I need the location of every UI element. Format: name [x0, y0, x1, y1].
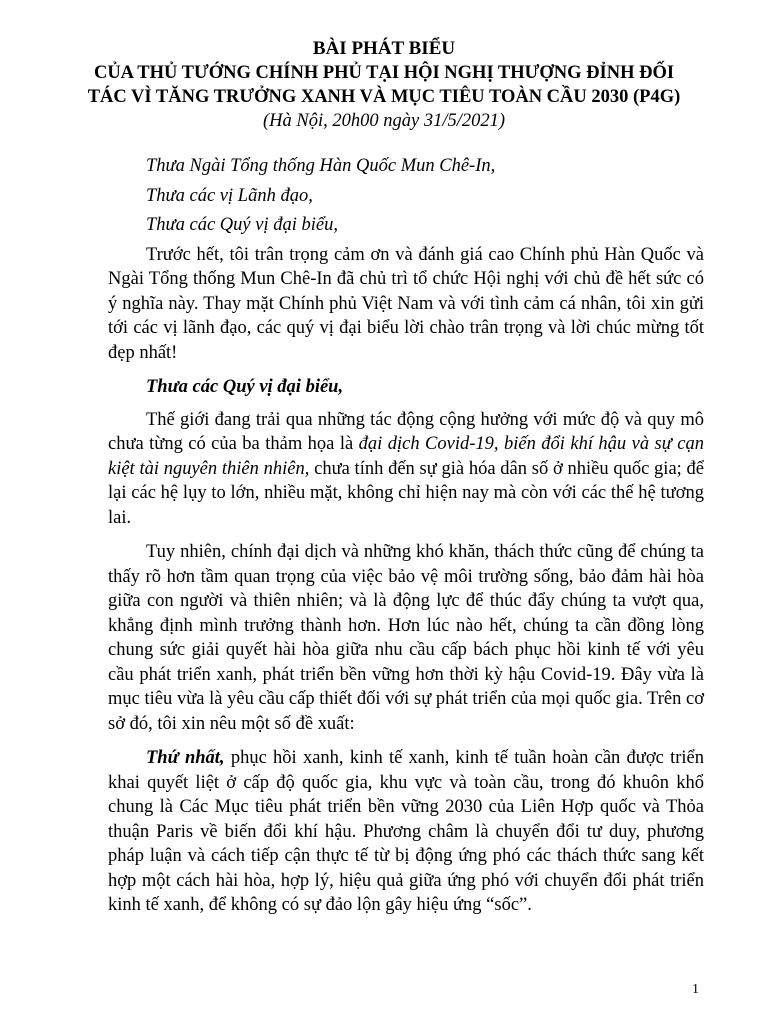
paragraph-world-challenges-text-1: Thế giới đang trải qua những tác động cộng hưởng với mức độ và quy mô chưa từng có của ba thảm họa là [108, 409, 704, 454]
paragraph-world-challenges [108, 408, 704, 531]
paragraph-world-challenges-text-2: , chưa tính đến sự già hóa dân số ở nhiều quốc gia; để lại các hệ lụy to lớn, nhiều mặt, không chỉ hiện nay mà còn với các thế hệ tương lai. [108, 458, 704, 528]
salutation-president: Thưa Ngài Tổng thống Hàn Quốc Mun Chê-In, [146, 156, 496, 176]
speech-subtitle-line-2: TÁC VÌ TĂNG TRƯỞNG XANH VÀ MỤC TIÊU TOÀN CẦU 2030 (P4G) [87, 87, 681, 107]
speech-subtitle-line-1: CỦA THỦ TƯỚNG CHÍNH PHỦ TẠI HỘI NGHỊ THƯỢNG ĐỈNH ĐỐI [93, 63, 675, 83]
salutation-delegates-bold: Thưa các Quý vị đại biểu, [146, 377, 344, 397]
paragraph-first-proposal [108, 746, 704, 918]
page-number: 1 [692, 982, 699, 997]
speech-dateline: (Hà Nội, 20h00 ngày 31/5/2021) [262, 111, 506, 131]
paragraph-pandemic-lessons: Tuy nhiên, chính đại dịch và những khó khăn, thách thức cũng để chúng ta thấy rõ hơn tầm quan trọng của việc bảo vệ môi trường sống, bảo đảm hài hòa giữa con người và thiên nhiên; và là động lực để thúc đẩy chúng ta vượt qua, khẳng định mình trưởng thành hơn. Hơn lúc nào hết, chúng ta cần đồng lòng chung sức giải quyết hài hòa giữa nhu cầu cấp bách phục hồi kinh tế với yêu cầu phát triển xanh, phát triển bền vững hơn thời kỳ hậu Covid-19. Đây vừa là mục tiêu vừa là yêu cầu cấp thiết đối với sự phát triển của mọi quốc gia. Trên cơ sở đó, tôi xin nêu một số đề xuất: [108, 542, 704, 734]
salutation-delegates: Thưa các Quý vị đại biểu, [146, 215, 338, 235]
salutation-leaders: Thưa các vị Lãnh đạo, [146, 185, 313, 206]
paragraph-thanks: Trước hết, tôi trân trọng cảm ơn và đánh giá cao Chính phủ Hàn Quốc và Ngài Tổng thống Mun Chê-In đã chủ trì tổ chức Hội nghị với chủ đề hết sức có ý nghĩa này. Thay mặt Chính phủ Việt Nam và với tình cảm cá nhân, tôi xin gửi tới các vị lãnh đạo, các quý vị đại biểu lời chào trân trọng và lời chúc mừng tốt đẹp nhất! [108, 244, 704, 363]
speech-title: BÀI PHÁT BIỂU [312, 38, 456, 59]
first-proposal-lead: Thứ nhất, [146, 748, 225, 768]
first-proposal-text: phục hồi xanh, kinh tế xanh, kinh tế tuần hoàn cần được triển khai quyết liệt ở cấp độ quốc gia, khu vực và toàn cầu, trong đó khuôn khổ chung là Các Mục tiêu phát triển bền vững 2030 của Liên Hợp quốc và Thỏa thuận Paris về biến đổi khí hậu. Phương châm là chuyển đổi tư duy, phương pháp luận và cách tiếp cận thực tế từ bị động ứng phó các thách thức sang kết hợp một cách hài hòa, hợp lý, hiệu quả giữa ứng phó với chuyển đổi phát triển kinh tế xanh, để không có sự đảo lộn gây hiệu ứng “sốc”. [108, 748, 704, 915]
paragraph-world-challenges-italic: đại dịch Covid-19, biến đổi khí hậu và sự cạn kiệt tài nguyên thiên nhiên [108, 434, 704, 479]
speech-body [108, 154, 704, 918]
